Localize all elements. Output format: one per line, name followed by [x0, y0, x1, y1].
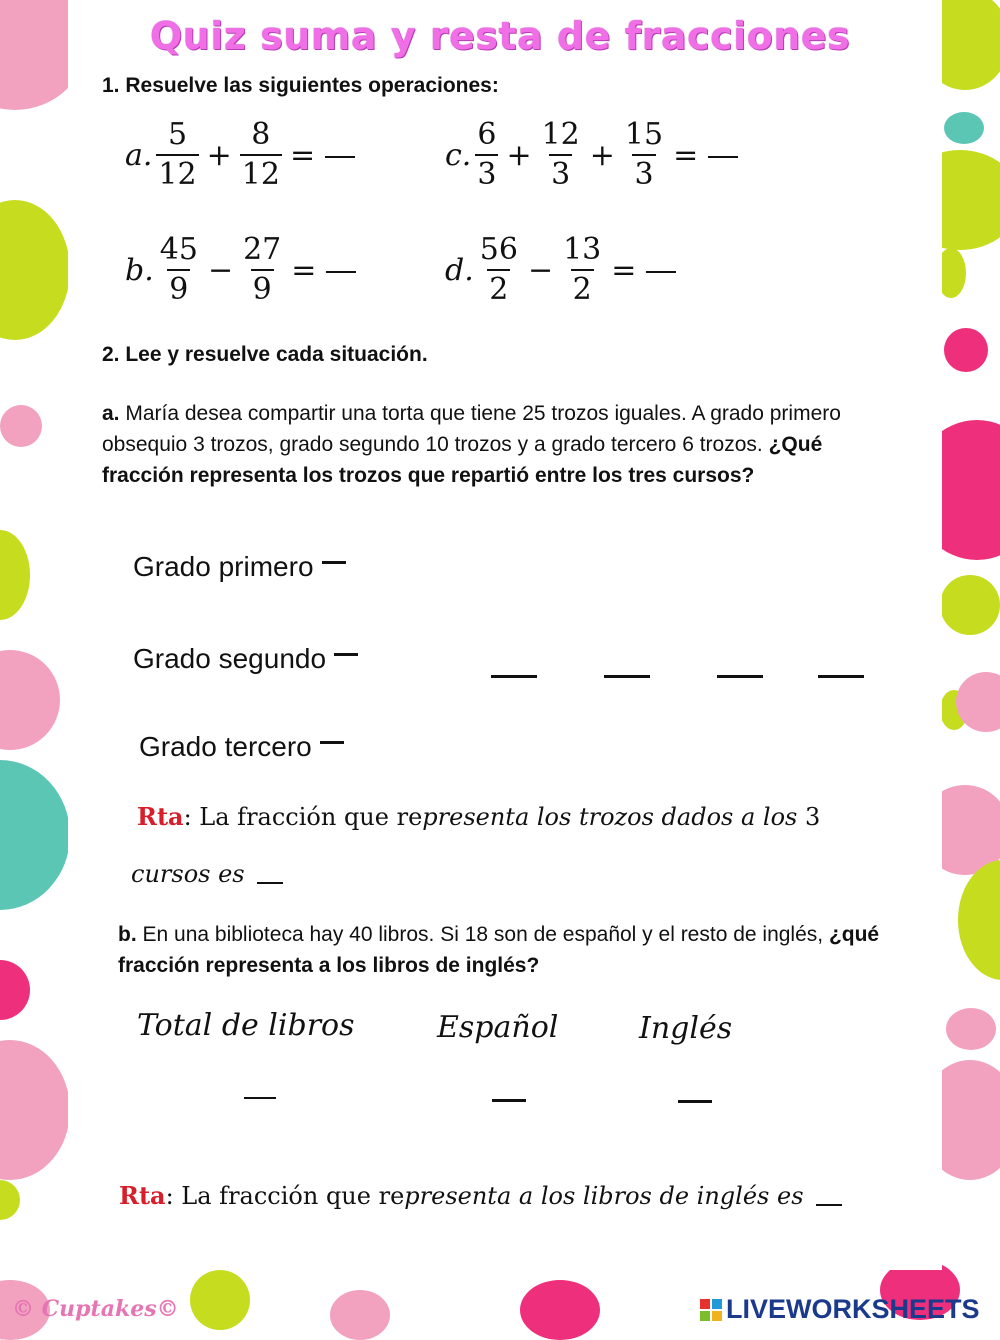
section2-heading: 2. Lee y resuelve cada situación.: [102, 343, 428, 366]
label-grado-segundo: [133, 643, 358, 675]
denominator: 12: [156, 154, 198, 190]
rta-number: 3: [805, 803, 821, 831]
answer-blank[interactable]: [244, 1097, 276, 1099]
rta-text-italic: presenta a los libros de inglés es: [404, 1182, 804, 1210]
answer-blank[interactable]: [816, 1204, 842, 1206]
problem-a-prefix: a.: [102, 402, 120, 425]
answer-blank[interactable]: [325, 156, 355, 158]
denominator: 3: [475, 154, 498, 190]
liveworksheets-text: LIVEWORKSHEETS: [726, 1294, 980, 1324]
fraction: [561, 232, 603, 307]
answer-blank[interactable]: [326, 271, 356, 273]
fraction: [240, 117, 282, 192]
operation-b: [125, 232, 356, 307]
answer-blank[interactable]: [708, 156, 738, 158]
denominator: 9: [167, 269, 190, 305]
operation-label: b.: [125, 252, 154, 288]
problem-a-question: ¿Qué fracción representa los trozos que repartió entre los tres cursos?: [102, 433, 823, 487]
rta-text-italic: cursos es: [131, 860, 245, 888]
answer-blank[interactable]: [491, 675, 537, 678]
rta-label: Rta: [137, 802, 184, 831]
denominator: 12: [240, 154, 282, 190]
operation-label: c.: [445, 137, 472, 173]
numerator: 27: [243, 232, 282, 267]
rta-text: : La fracción que re: [165, 1182, 405, 1210]
answer-blank[interactable]: [322, 561, 346, 564]
operation-a: [125, 117, 355, 192]
answer-blank[interactable]: [818, 675, 864, 678]
equals-sign: =: [673, 137, 699, 173]
rta-text-italic: presenta los trozos dados a los: [422, 803, 805, 831]
denominator: 2: [487, 269, 510, 305]
cuptakes-logo: © Cuptakes©: [12, 1296, 179, 1322]
numerator: 45: [159, 232, 198, 267]
answer-b-line: [119, 1181, 842, 1210]
numerator: 56: [479, 232, 518, 267]
fraction: [241, 232, 283, 307]
grado-tercero-text: Grado tercero: [139, 731, 312, 762]
numerator: 13: [563, 232, 602, 267]
rta-label: Rta: [119, 1181, 166, 1210]
numerator: 6: [477, 117, 497, 152]
fraction: [158, 232, 200, 307]
liveworksheets-logo[interactable]: [700, 1294, 980, 1325]
operator: +: [589, 137, 615, 173]
fraction: [540, 117, 582, 192]
problem-b-question: ¿qué fracción representa a los libros de inglés?: [118, 923, 880, 977]
answer-blank[interactable]: [257, 882, 283, 884]
operation-d: [445, 232, 676, 307]
problem-b-text: [118, 919, 908, 981]
fraction: [478, 232, 520, 307]
problem-a-body: María desea compartir una torta que tiene 25 trozos iguales. A grado primero obsequio 3 trozos, grado segundo 10 trozos y a grado tercero 6 trozos.: [102, 402, 841, 456]
answer-a-line2: [131, 860, 283, 888]
grado-primero-text: Grado primero: [133, 551, 314, 582]
label-grado-tercero: [139, 731, 344, 763]
answer-blank[interactable]: [678, 1100, 712, 1103]
operation-label: d.: [445, 252, 474, 288]
answer-blank[interactable]: [646, 271, 676, 273]
worksheet-paper: [68, 0, 942, 1270]
answer-blank[interactable]: [492, 1099, 526, 1102]
fraction: [623, 117, 665, 192]
liveworksheets-icon: [700, 1299, 722, 1321]
problem-a-text: [102, 398, 902, 491]
problem-b-prefix: b.: [118, 923, 137, 946]
answer-blank[interactable]: [604, 675, 650, 678]
denominator: 2: [571, 269, 594, 305]
column-espanol: Español: [437, 1010, 559, 1045]
numerator: 12: [541, 117, 580, 152]
denominator: 3: [549, 154, 572, 190]
numerator: 15: [624, 117, 664, 152]
operator: −: [527, 252, 554, 288]
denominator: 9: [251, 269, 274, 305]
section1-heading: 1. Resuelve las siguientes operaciones:: [102, 74, 499, 97]
equals-sign: =: [611, 252, 637, 288]
answer-blank[interactable]: [334, 653, 358, 656]
rta-text: : La fracción que re: [183, 803, 423, 831]
operation-c: [445, 117, 738, 192]
answer-blank[interactable]: [717, 675, 763, 678]
numerator: 5: [167, 117, 188, 152]
operator: +: [206, 137, 232, 173]
equals-sign: =: [291, 252, 317, 288]
problem-b-body: En una biblioteca hay 40 libros. Si 18 son de español y el resto de inglés,: [136, 923, 829, 946]
equals-sign: =: [289, 137, 316, 173]
answer-blank[interactable]: [320, 741, 344, 744]
column-total: Total de libros: [137, 1008, 355, 1043]
numerator: 8: [251, 117, 271, 152]
fraction: [156, 117, 198, 192]
grado-segundo-text: Grado segundo: [133, 643, 327, 674]
label-grado-primero: [133, 551, 346, 583]
page-title: Quiz suma y resta de fracciones: [149, 14, 851, 58]
fraction: [475, 117, 498, 192]
answer-a-line1: [137, 802, 820, 831]
operation-label: a.: [125, 137, 153, 173]
column-ingles: Inglés: [639, 1011, 733, 1046]
operator: +: [506, 137, 532, 173]
operator: −: [207, 252, 234, 288]
denominator: 3: [632, 154, 655, 190]
